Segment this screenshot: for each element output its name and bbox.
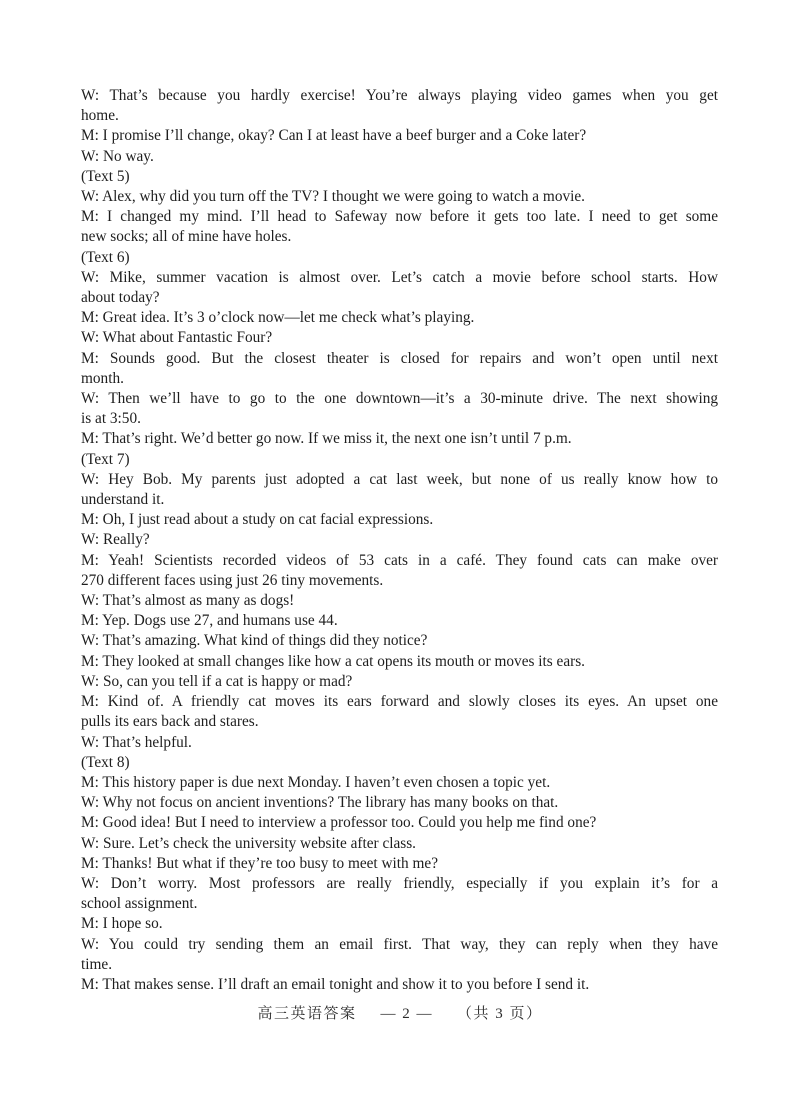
listening-script [81, 86, 718, 995]
script-line: W: That’s because you hardly exercise! You’re always playing video games when you get [81, 87, 718, 104]
script-line: pulls its ears back and stares. [81, 713, 259, 731]
script-line: school assignment. [81, 895, 198, 913]
script-line: W: What about Fantastic Four? [81, 329, 273, 347]
script-line: M: Sounds good. But the closest theater is closed for repairs and won’t open until next [81, 349, 718, 367]
script-line: M: I hope so. [81, 915, 163, 933]
script-line: M: I changed my mind. I’ll head to Safeway now before it gets too late. I need to get some [81, 208, 718, 226]
script-line: W: Why not focus on ancient inventions? The library has many books on that. [81, 794, 559, 812]
script-line: M: That makes sense. I’ll draft an email tonight and show it to you before I send it. [81, 975, 590, 993]
script-line: W: You could try sending them an email first. That way, they can reply when they have [81, 935, 718, 953]
script-line: (Text 8) [81, 753, 130, 771]
script-line: home. [81, 107, 119, 125]
script-line: M: That’s right. We’d better go now. If we miss it, the next one isn’t until 7 p.m. [81, 430, 572, 448]
script-line: 270 different faces using just 26 tiny movements. [81, 571, 384, 589]
script-line: understand it. [81, 491, 165, 509]
script-line: W: Then we’ll have to go to the one downtown—it’s a 30-minute drive. The next showing [81, 390, 718, 408]
script-line: W: Sure. Let’s check the university website after class. [81, 834, 416, 852]
script-line: M: Great idea. It’s 3 o’clock now—let me check what’s playing. [81, 309, 475, 327]
script-line: M: I promise I’ll change, okay? Can I at least have a beef burger and a Coke later? [81, 127, 587, 145]
script-line: time. [81, 955, 113, 973]
script-line: W: Alex, why did you turn off the TV? I thought we were going to watch a movie. [81, 188, 585, 206]
script-line: M: They looked at small changes like how a cat opens its mouth or moves its ears. [81, 652, 585, 670]
footer-doc-title: 高三英语答案 [257, 1006, 357, 1022]
script-line: month. [81, 369, 124, 387]
footer-page-number: — 2 — [380, 1006, 433, 1022]
script-line: (Text 7) [81, 450, 130, 468]
script-line: M: Good idea! But I need to interview a professor too. Could you help me find one? [81, 814, 597, 832]
script-line: (Text 6) [81, 248, 130, 266]
script-line: new socks; all of mine have holes. [81, 228, 292, 246]
script-line: W: That’s amazing. What kind of things did they notice? [81, 632, 428, 650]
script-line: W: Mike, summer vacation is almost over. Let’s catch a movie before school starts. How [81, 268, 718, 286]
script-line: W: Don’t worry. Most professors are really friendly, especially if you explain it’s for a [81, 874, 718, 892]
script-line: M: Thanks! But what if they’re too busy to meet with me? [81, 854, 439, 872]
script-line: M: Oh, I just read about a study on cat facial expressions. [81, 511, 434, 529]
script-line: W: So, can you tell if a cat is happy or mad? [81, 672, 353, 690]
script-line: W: That’s almost as many as dogs! [81, 592, 295, 610]
footer-total-pages: （共 3 页） [457, 1006, 543, 1022]
script-line: M: Kind of. A friendly cat moves its ears forward and slowly closes its eyes. An upset one [81, 693, 718, 711]
script-line: M: Yeah! Scientists recorded videos of 53 cats in a café. They found cats can make over [81, 551, 718, 569]
script-line: W: No way. [81, 147, 154, 165]
script-line: (Text 5) [81, 167, 130, 185]
script-line: M: This history paper is due next Monday. I haven’t even chosen a topic yet. [81, 773, 551, 791]
script-line: W: That’s helpful. [81, 733, 192, 751]
script-line: W: Hey Bob. My parents just adopted a cat last week, but none of us really know how to [81, 470, 718, 488]
script-line: W: Really? [81, 531, 150, 549]
script-line: is at 3:50. [81, 410, 141, 428]
page-footer [0, 1002, 800, 1023]
script-line: M: Yep. Dogs use 27, and humans use 44. [81, 612, 338, 630]
script-line: about today? [81, 289, 160, 307]
